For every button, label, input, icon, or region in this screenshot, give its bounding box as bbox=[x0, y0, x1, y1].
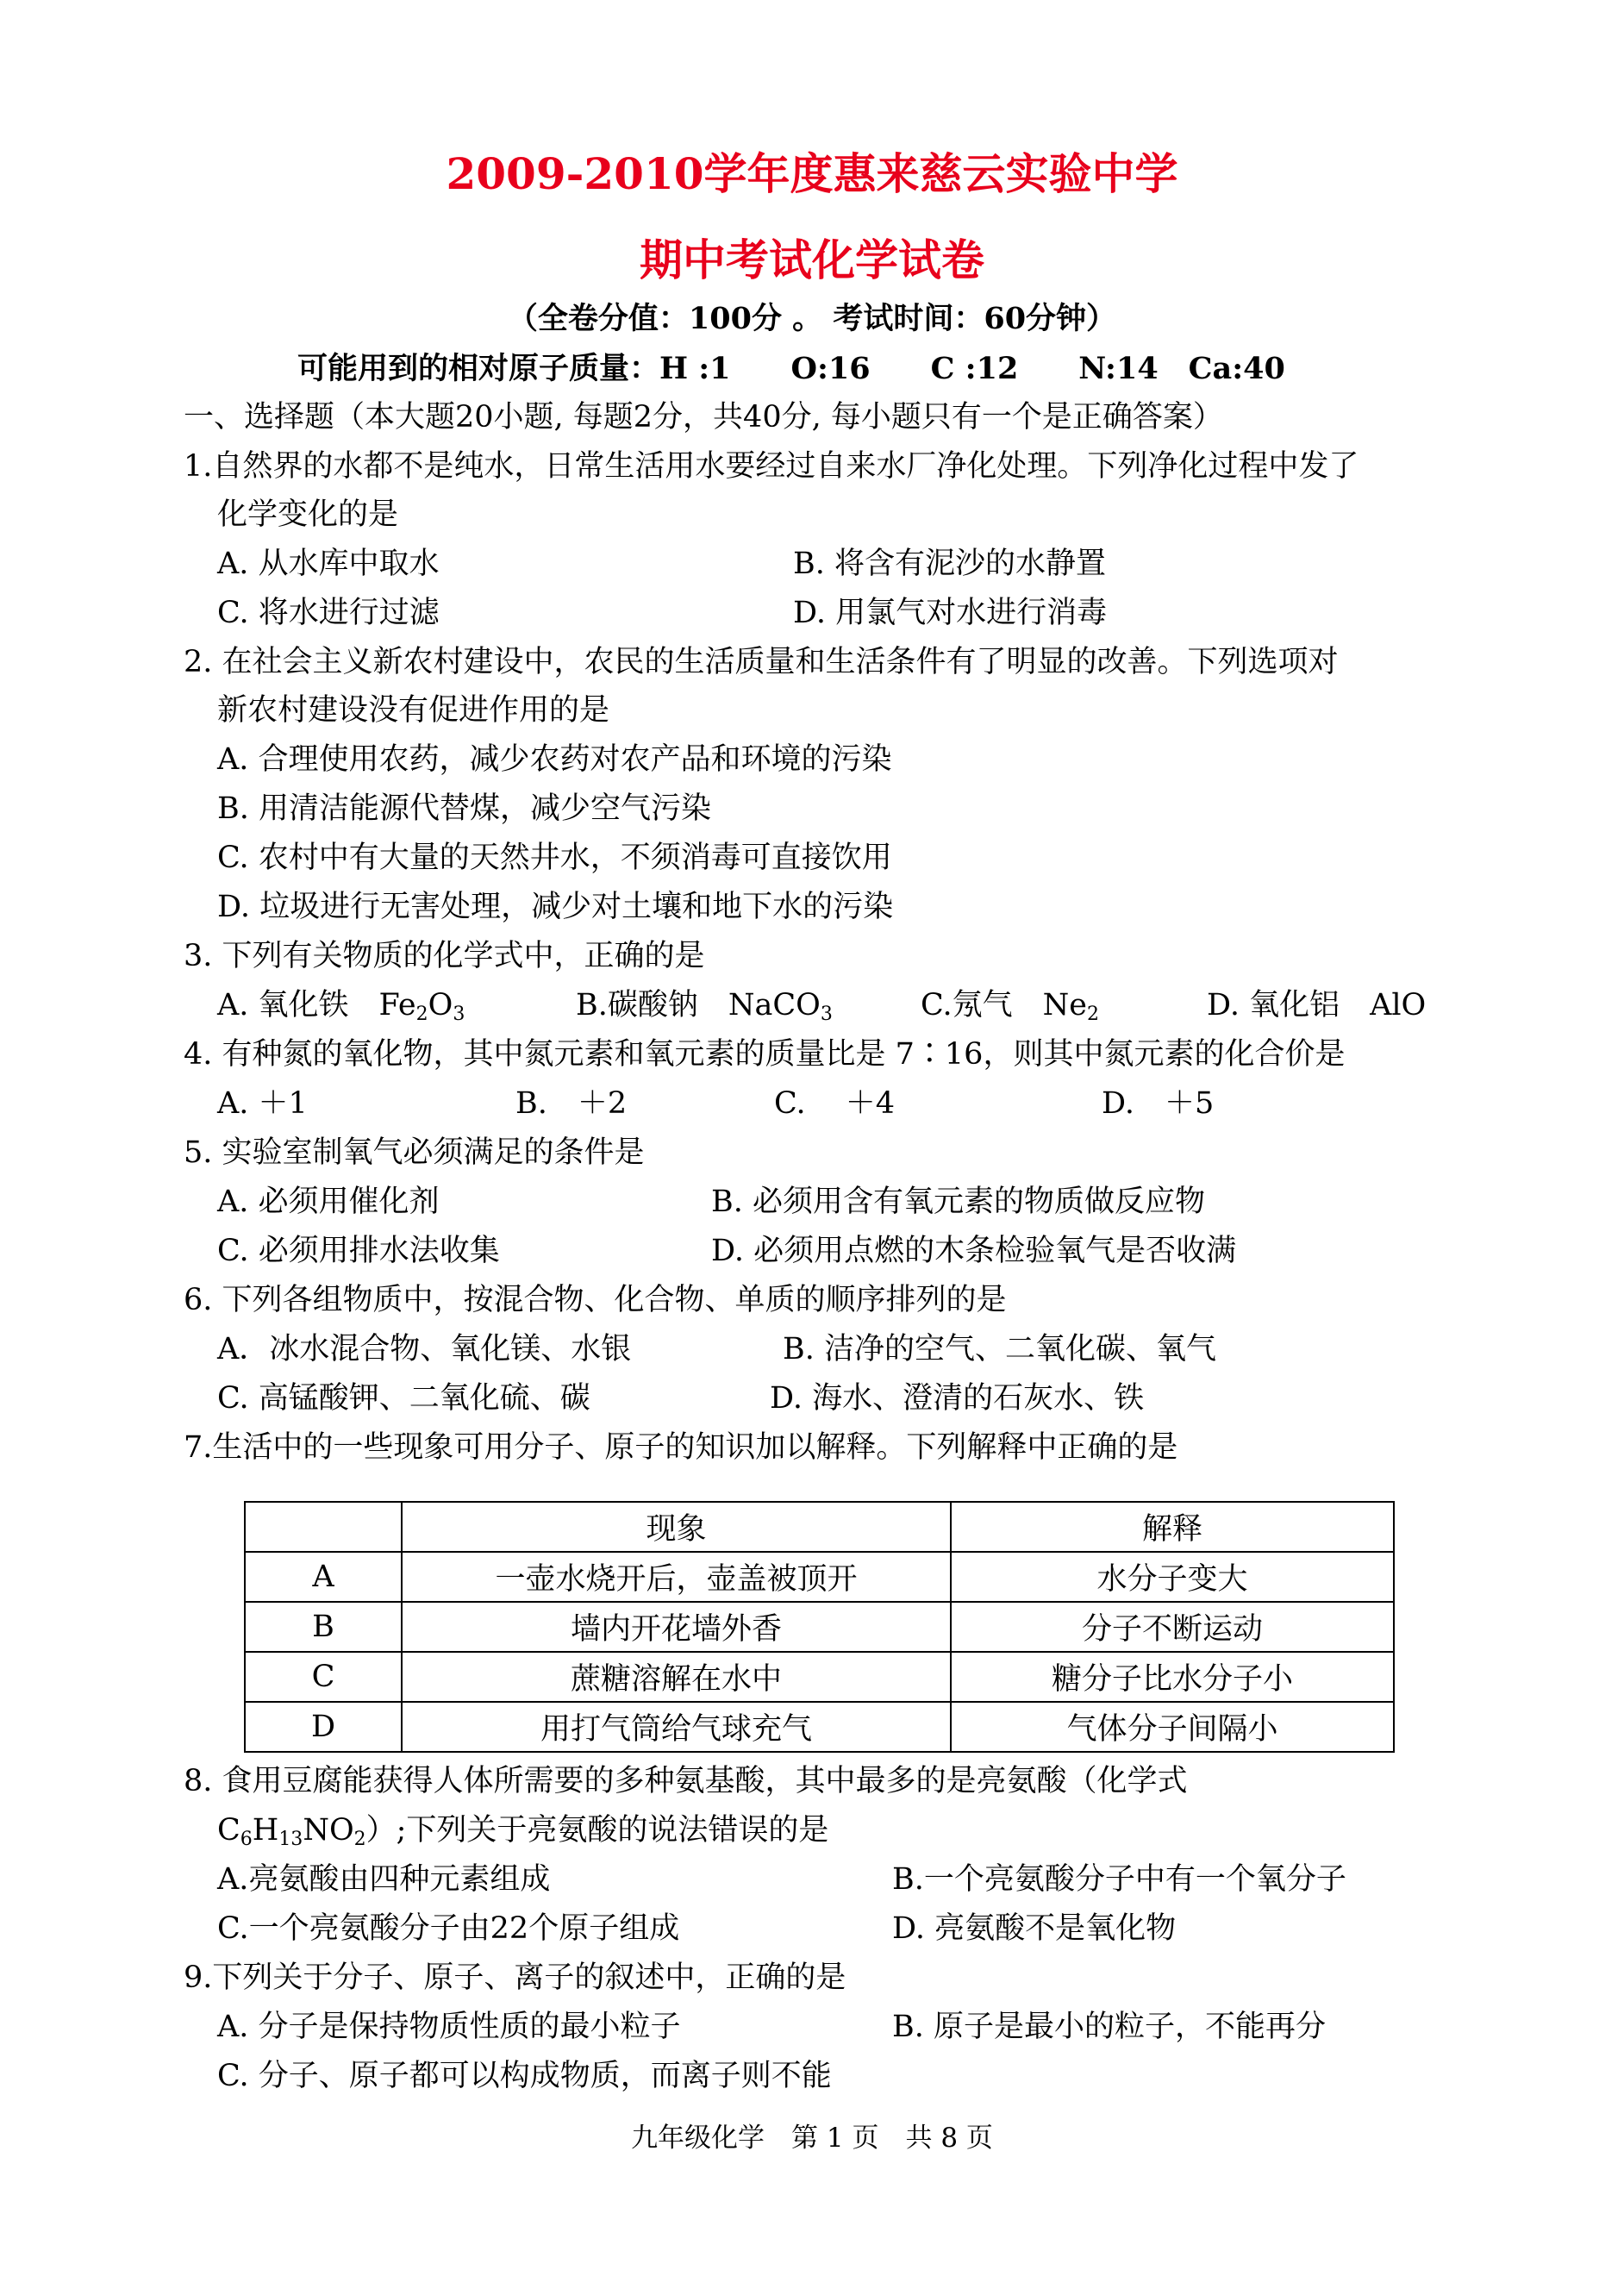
q5-option-c: C. 必须用排水法收集 bbox=[217, 1234, 500, 1268]
q7-row-explanation: 水分子变大 bbox=[951, 1552, 1394, 1602]
q2-stem-line2: 新农村建设没有促进作用的是 bbox=[217, 693, 610, 728]
q7-table bbox=[244, 1501, 1395, 1753]
q4-option-a: A. ＋1 bbox=[217, 1086, 308, 1121]
q6-option-a: A．冰水混合物、氧化镁、水银 bbox=[217, 1332, 632, 1366]
q5-stem: 5. 实验室制氧气必须满足的条件是 bbox=[184, 1135, 645, 1170]
table-row bbox=[245, 1652, 1394, 1702]
q7-row-label: A bbox=[245, 1552, 402, 1602]
q4-option-c: C. ＋4 bbox=[774, 1086, 896, 1121]
q7-row-phenomenon: 墙内开花墙外香 bbox=[402, 1602, 951, 1652]
q3-option-c: C.氖气 $Ne_2$ bbox=[921, 988, 1099, 1025]
q2-option-a: A. 合理使用农药，减少农药对农产品和环境的污染 bbox=[217, 742, 892, 777]
q8-option-c: C.一个亮氨酸分子由22个原子组成 bbox=[217, 1911, 680, 1946]
q5-option-d: D. 必须用点燃的木条检验氧气是否收满 bbox=[711, 1234, 1237, 1268]
q6-option-b: B. 洁净的空气、二氧化碳、氧气 bbox=[783, 1332, 1216, 1366]
section-heading: 一、选择题（本大题20小题, 每题2分，共40分, 每小题只有一个是正确答案） bbox=[184, 400, 1223, 435]
q7-table-header bbox=[245, 1502, 1394, 1552]
exam-title-line1: 2009-2010学年度惠来慈云实验中学 bbox=[446, 148, 1178, 199]
q8-stem-line1: 8. 食用豆腐能获得人体所需要的多种氨基酸，其中最多的是亮氨酸（化学式 bbox=[184, 1764, 1188, 1798]
q5-option-a: A. 必须用催化剂 bbox=[217, 1185, 440, 1219]
table-row bbox=[245, 1702, 1394, 1752]
q6-option-d: D. 海水、澄清的石灰水、铁 bbox=[770, 1381, 1145, 1416]
q2-stem-line1: 2. 在社会主义新农村建设中，农民的生活质量和生活条件有了明显的改善。下列选项对 bbox=[184, 645, 1339, 679]
q7-row-phenomenon: 一壶水烧开后，壶盖被顶开 bbox=[402, 1552, 951, 1602]
page-footer: 九年级化学 第 1 页 共 8 页 bbox=[631, 2123, 993, 2154]
q1-option-c: C. 将水进行过滤 bbox=[217, 596, 440, 630]
q1-stem-line1: 1.自然界的水都不是纯水，日常生活用水要经过自来水厂净化处理。下列净化过程中发了 bbox=[184, 449, 1359, 484]
q8-option-b: B.一个亮氨酸分子中有一个氧分子 bbox=[892, 1862, 1346, 1897]
q7-header-explanation: 解释 bbox=[951, 1502, 1394, 1552]
score-time-info: （全卷分值：100分 。 考试时间：60分钟） bbox=[507, 301, 1117, 336]
q7-row-explanation: 糖分子比水分子小 bbox=[951, 1652, 1394, 1702]
q7-row-label: B bbox=[245, 1602, 402, 1652]
q7-row-explanation: 分子不断运动 bbox=[951, 1602, 1394, 1652]
q9-stem: 9.下列关于分子、原子、离子的叙述中，正确的是 bbox=[184, 1960, 846, 1995]
q2-option-c: C. 农村中有大量的天然井水，不须消毒可直接饮用 bbox=[217, 841, 892, 875]
q4-option-b: B. ＋2 bbox=[515, 1086, 628, 1121]
exam-title-line2: 期中考试化学试卷 bbox=[640, 235, 984, 285]
q7-row-phenomenon: 用打气筒给气球充气 bbox=[402, 1702, 951, 1752]
q4-option-d: D. ＋5 bbox=[1102, 1086, 1215, 1121]
table-row bbox=[245, 1602, 1394, 1652]
q1-option-d: D. 用氯气对水进行消毒 bbox=[793, 596, 1108, 630]
q5-option-b: B. 必须用含有氧元素的物质做反应物 bbox=[711, 1185, 1205, 1219]
q7-header-phenomenon: 现象 bbox=[402, 1502, 951, 1552]
q7-row-label: C bbox=[245, 1652, 402, 1702]
q2-option-d: D. 垃圾进行无害处理，减少对土壤和地下水的污染 bbox=[217, 890, 894, 924]
atomic-mass-info: 可能用到的相对原子质量：H :1 O:16 C :12 N:14 Ca:40 bbox=[297, 351, 1285, 386]
q1-stem-line2: 化学变化的是 bbox=[217, 497, 399, 532]
q3-option-a: A. 氧化铁 $Fe_2O_3$ bbox=[217, 988, 465, 1025]
q9-option-a: A. 分子是保持物质性质的最小粒子 bbox=[217, 2010, 681, 2044]
q7-header-blank bbox=[245, 1502, 402, 1552]
q9-option-c: C. 分子、原子都可以构成物质，而离子则不能 bbox=[217, 2059, 832, 2093]
q8-option-d: D. 亮氨酸不是氧化物 bbox=[892, 1911, 1177, 1946]
q7-stem: 7.生活中的一些现象可用分子、原子的知识加以解释。下列解释中正确的是 bbox=[184, 1430, 1178, 1465]
q3-option-d: D. 氧化铝 AlO bbox=[1207, 988, 1427, 1022]
q7-row-phenomenon: 蔗糖溶解在水中 bbox=[402, 1652, 951, 1702]
q4-stem: 4. 有种氮的氧化物，其中氮元素和氧元素的质量比是 7∶16，则其中氮元素的化合价是 bbox=[184, 1037, 1346, 1072]
q7-row-explanation: 气体分子间隔小 bbox=[951, 1702, 1394, 1752]
q1-option-b: B. 将含有泥沙的水静置 bbox=[793, 547, 1106, 581]
q6-stem: 6. 下列各组物质中，按混合物、化合物、单质的顺序排列的是 bbox=[184, 1283, 1007, 1317]
q8-stem-line2: $C_6H_{13}NO_2$）;下列关于亮氨酸的说法错误的是 bbox=[217, 1813, 829, 1850]
q1-option-a: A. 从水库中取水 bbox=[217, 547, 440, 581]
table-row bbox=[245, 1552, 1394, 1602]
q8-option-a: A.亮氨酸由四种元素组成 bbox=[217, 1862, 551, 1897]
q6-option-c: C. 高锰酸钾、二氧化硫、碳 bbox=[217, 1381, 590, 1416]
q3-stem: 3. 下列有关物质的化学式中，正确的是 bbox=[184, 939, 705, 973]
q2-option-b: B. 用清洁能源代替煤，减少空气污染 bbox=[217, 791, 711, 826]
q3-option-b: B.碳酸钠 NaCO$_3$ bbox=[576, 988, 833, 1025]
q7-row-label: D bbox=[245, 1702, 402, 1752]
q9-option-b: B. 原子是最小的粒子，不能再分 bbox=[892, 2010, 1326, 2044]
